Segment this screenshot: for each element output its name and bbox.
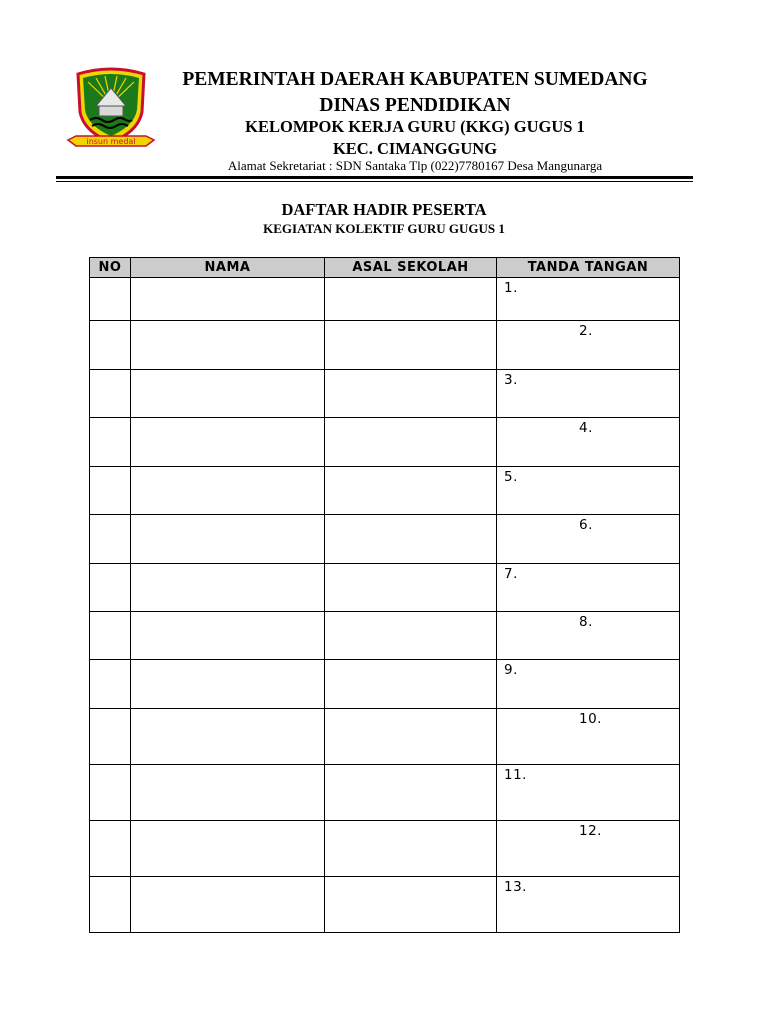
- signature-cell[interactable]: [497, 467, 680, 515]
- signature-number: 5.: [504, 469, 518, 485]
- nama-cell[interactable]: [131, 765, 325, 821]
- asal-sekolah-cell[interactable]: [325, 765, 497, 821]
- table-row: [90, 418, 680, 467]
- signature-cell[interactable]: [497, 660, 680, 709]
- letterhead-department: DINAS PENDIDIKAN: [319, 95, 511, 116]
- no-cell[interactable]: [90, 467, 131, 515]
- column-header-tanda-tangan: TANDA TANGAN: [497, 258, 680, 278]
- table-row: [90, 821, 680, 877]
- signature-cell[interactable]: [497, 515, 680, 564]
- signature-cell[interactable]: [497, 821, 680, 877]
- asal-sekolah-cell[interactable]: [325, 821, 497, 877]
- letterhead-address: Alamat Sekretariat : SDN Santaka Tlp (022)7780167 Desa Mangunarga: [227, 158, 603, 173]
- nama-cell[interactable]: [131, 370, 325, 418]
- table-row: [90, 564, 680, 612]
- logo-motto: insun medal: [86, 137, 136, 146]
- signature-number: 9.: [504, 662, 518, 678]
- nama-cell[interactable]: [131, 515, 325, 564]
- asal-sekolah-cell[interactable]: [325, 660, 497, 709]
- nama-cell[interactable]: [131, 467, 325, 515]
- signature-cell[interactable]: [497, 765, 680, 821]
- asal-sekolah-cell[interactable]: [325, 321, 497, 370]
- nama-cell[interactable]: [131, 660, 325, 709]
- letterhead-district: KEC. CIMANGGUNG: [332, 139, 498, 158]
- no-cell[interactable]: [90, 321, 131, 370]
- asal-sekolah-cell[interactable]: [325, 418, 497, 467]
- signature-number: 4.: [579, 420, 593, 436]
- asal-sekolah-cell[interactable]: [325, 467, 497, 515]
- asal-sekolah-cell[interactable]: [325, 278, 497, 321]
- nama-cell[interactable]: [131, 564, 325, 612]
- attendance-table: [89, 257, 680, 933]
- signature-number: 7.: [504, 566, 518, 582]
- asal-sekolah-cell[interactable]: [325, 564, 497, 612]
- nama-cell[interactable]: [131, 877, 325, 933]
- no-cell[interactable]: [90, 612, 131, 660]
- letterhead-rule-thick: [56, 176, 693, 179]
- document-subtitle: KEGIATAN KOLEKTIF GURU GUGUS 1: [263, 221, 505, 236]
- asal-sekolah-cell[interactable]: [325, 709, 497, 765]
- no-cell[interactable]: [90, 370, 131, 418]
- signature-cell[interactable]: [497, 564, 680, 612]
- asal-sekolah-cell[interactable]: [325, 877, 497, 933]
- table-row: [90, 467, 680, 515]
- signature-number: 6.: [579, 517, 593, 533]
- signature-cell[interactable]: [497, 278, 680, 321]
- table-row: [90, 321, 680, 370]
- no-cell[interactable]: [90, 709, 131, 765]
- table-row: [90, 765, 680, 821]
- signature-number: 3.: [504, 372, 518, 388]
- signature-cell[interactable]: [497, 877, 680, 933]
- table-row: [90, 660, 680, 709]
- document-title: DAFTAR HADIR PESERTA: [281, 200, 487, 219]
- nama-cell[interactable]: [131, 821, 325, 877]
- table-row: [90, 515, 680, 564]
- signature-number: 1.: [504, 280, 518, 296]
- no-cell[interactable]: [90, 515, 131, 564]
- nama-cell[interactable]: [131, 278, 325, 321]
- letterhead-government: PEMERINTAH DAERAH KABUPATEN SUMEDANG: [182, 69, 648, 90]
- signature-cell[interactable]: [497, 321, 680, 370]
- nama-cell[interactable]: [131, 321, 325, 370]
- table-row: [90, 877, 680, 933]
- nama-cell[interactable]: [131, 612, 325, 660]
- signature-number: 13.: [504, 879, 527, 895]
- column-header-no: NO: [90, 258, 131, 278]
- signature-cell[interactable]: [497, 370, 680, 418]
- no-cell[interactable]: [90, 660, 131, 709]
- letterhead-rule-thin: [56, 181, 693, 182]
- table-row: [90, 709, 680, 765]
- no-cell[interactable]: [90, 278, 131, 321]
- no-cell[interactable]: [90, 564, 131, 612]
- signature-number: 12.: [579, 823, 602, 839]
- signature-cell[interactable]: [497, 612, 680, 660]
- table-header-row: [90, 258, 680, 278]
- nama-cell[interactable]: [131, 418, 325, 467]
- signature-number: 10.: [579, 711, 602, 727]
- asal-sekolah-cell[interactable]: [325, 515, 497, 564]
- column-header-nama: NAMA: [131, 258, 325, 278]
- asal-sekolah-cell[interactable]: [325, 370, 497, 418]
- nama-cell[interactable]: [131, 709, 325, 765]
- letterhead-group: KELOMPOK KERJA GURU (KKG) GUGUS 1: [245, 117, 585, 136]
- asal-sekolah-cell[interactable]: [325, 612, 497, 660]
- no-cell[interactable]: [90, 418, 131, 467]
- signature-cell[interactable]: [497, 418, 680, 467]
- signature-cell[interactable]: [497, 709, 680, 765]
- signature-number: 8.: [579, 614, 593, 630]
- no-cell[interactable]: [90, 765, 131, 821]
- signature-number: 11.: [504, 767, 527, 783]
- table-row: [90, 612, 680, 660]
- signature-number: 2.: [579, 323, 593, 339]
- table-row: [90, 370, 680, 418]
- no-cell[interactable]: [90, 877, 131, 933]
- column-header-asal-sekolah: ASAL SEKOLAH: [325, 258, 497, 278]
- table-row: [90, 278, 680, 321]
- no-cell[interactable]: [90, 821, 131, 877]
